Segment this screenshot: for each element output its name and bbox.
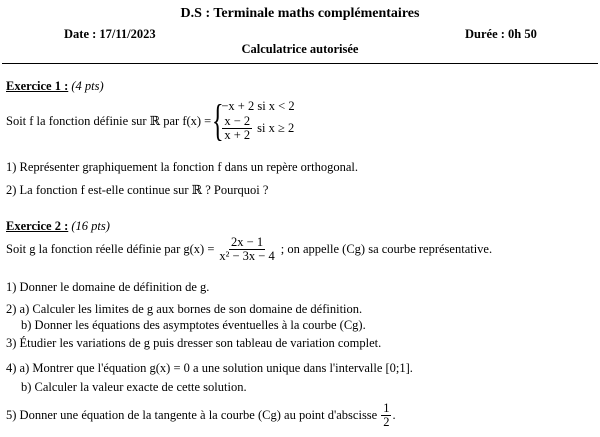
- exercise-1-title: Exercice 1 :: [6, 79, 69, 93]
- exercise-2-question-2a: 2) a) Calculer les limites de g aux bornes de son domaine de définition.: [6, 302, 363, 316]
- exercise-2-title: Exercice 2 :: [6, 219, 69, 233]
- case-1: −x + 2 si x < 2: [221, 98, 295, 113]
- exam-date: Date : 17/11/2023: [64, 27, 156, 41]
- exercise-1-heading: [6, 79, 104, 94]
- exercise-2-question-4a: 4) a) Montrer que l'équation g(x) = 0 a une solution unique dans l'intervalle [0;1].: [6, 361, 413, 375]
- exercise-2-question-5: [6, 402, 396, 429]
- exam-duration: Durée : 0h 50: [465, 27, 537, 41]
- question-5-end: .: [392, 408, 396, 423]
- case-2-numerator: x − 2: [224, 114, 251, 129]
- abscissa-numerator: 1: [383, 401, 390, 415]
- exercise-2-question-1: 1) Donner le domaine de définition de g.: [6, 280, 210, 294]
- exercise-2-question-3: 3) Étudier les variations de g puis dresser son tableau de variation complet.: [6, 336, 382, 350]
- abscissa-fraction: [381, 402, 391, 429]
- calculator-note: Calculatrice autorisée: [241, 42, 359, 56]
- exercise-2-intro: Soit g la fonction réelle définie par g(x) =: [6, 242, 215, 257]
- exercise-1-question-2: 2) La fonction f est-elle continue sur ℝ ? Pourquoi ?: [6, 183, 269, 197]
- exercise-1-points: (4 pts): [71, 79, 104, 93]
- document-title: D.S : Terminale maths complémentaires: [180, 6, 420, 21]
- exercise-1-definition: [6, 96, 295, 145]
- question-5-text: 5) Donner une équation de la tangente à la courbe (Cg) au point d'abscisse: [6, 408, 378, 423]
- exercise-1-intro: Soit f la fonction définie sur ℝ par f(x) =: [6, 114, 212, 128]
- exercise-2-question-2b: b) Donner les équations des asymptotes éventuelles à la courbe (Cg).: [21, 318, 366, 332]
- case-2-denominator: x + 2: [224, 128, 251, 143]
- exercise-2-points: (16 pts): [71, 219, 110, 233]
- exercise-2-definition: [6, 236, 492, 263]
- brace: {: [212, 96, 224, 145]
- exercise-2-intro-end: ; on appelle (Cg) sa courbe représentative.: [280, 242, 493, 257]
- case-2-fraction: [222, 115, 252, 142]
- piecewise-cases: [221, 100, 294, 143]
- g-numerator: 2x − 1: [231, 235, 264, 249]
- g-fraction: [217, 236, 276, 263]
- exercise-1-question-1: 1) Représenter graphiquement la fonction f dans un repère orthogonal.: [6, 160, 358, 174]
- g-denominator: x² − 3x − 4: [219, 249, 275, 264]
- abscissa-denominator: 2: [383, 415, 390, 430]
- header-divider: [2, 63, 598, 64]
- exercise-2-heading: [6, 219, 110, 234]
- case-2-condition: si x ≥ 2: [257, 121, 295, 135]
- case-2: [221, 115, 294, 142]
- exercise-2-question-4b: b) Calculer la valeur exacte de cette solution.: [21, 380, 247, 394]
